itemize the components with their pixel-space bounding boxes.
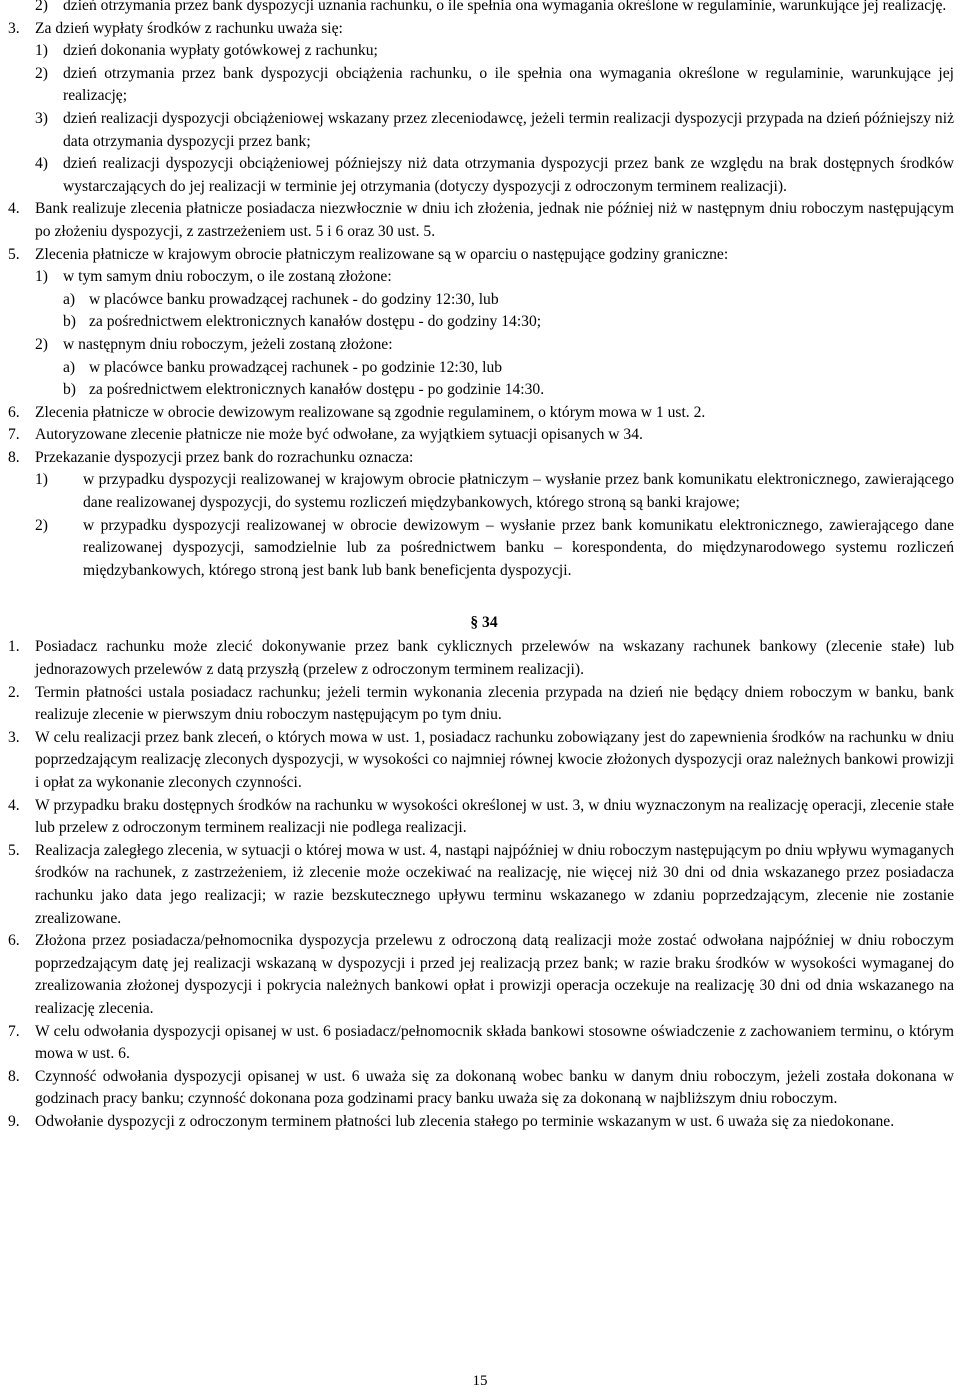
item-text: w tym samym dniu roboczym, o ile zostaną złożone:: [63, 268, 392, 286]
item-number: 4.: [8, 796, 20, 814]
item-text: Czynność odwołania dyspozycji opisanej w ust. 6 uważa się za dokonaną wobec banku w danym dniu roboczym, jeżeli została dokonana w godzinach pracy banku; czynność dokonana poza godzinami pracy banku uważa się za dokonaną w najbliższym dniu roboczym.: [35, 1067, 954, 1108]
item-text: w przypadku dyspozycji realizowanej w obrocie dewizowym – wysłanie przez bank komunikatu elektronicznego, zawierającego dane realizowanej dyspozycji, samodzielnie lub za pośrednictwem banku – korespondenta, do międzynarodowego systemu rozliczeń międzybankowych, którego stroną jest bank lub bank beneficjenta dyspozycji.: [83, 516, 954, 579]
item-number: 7.: [8, 1022, 20, 1040]
item-text: Bank realizuje zlecenia płatnicze posiadacza niezwłocznie w dniu ich złożenia, jednak nie później niż w następnym dniu roboczym następującym po złożeniu dyspozycji, z zastrzeżeniem ust. 5 i 6 oraz 30 ust. 5.: [35, 200, 954, 240]
list-item: [0, 402, 960, 425]
item-text: Autoryzowane zlecenie płatnicze nie może być odwołane, za wyjątkiem sytuacji opisanych w 34.: [35, 426, 643, 444]
item-text: W celu odwołania dyspozycji opisanej w ust. 6 posiadacz/pełnomocnik składa bankowi stosowne oświadczenie z zachowaniem terminu, o którym mowa w ust. 6.: [35, 1022, 954, 1063]
item-number: 6.: [8, 403, 20, 421]
list-item: [0, 469, 960, 514]
section-heading: [0, 612, 960, 636]
page-number: 15: [472, 1373, 488, 1389]
item-number: b): [63, 313, 76, 331]
item-text: dzień otrzymania przez bank dyspozycji uznania rachunku, o ile spełnia ona wymagania określone w regulaminie, warunkujące jej realizację.: [63, 0, 947, 14]
list-item: [0, 379, 960, 402]
item-text: dzień otrzymania przez bank dyspozycji obciążenia rachunku, o ile spełnia ona wymagania określone w regulaminie, warunkujące jej realizację;: [63, 64, 954, 105]
item-number: 2): [35, 64, 48, 82]
item-text: Przekazanie dyspozycji przez bank do rozrachunku oznacza:: [35, 448, 414, 466]
item-text: Realizacja zaległego zlecenia, w sytuacji o której mowa w ust. 4, nastąpi najpóźniej w dniu roboczym następującym po dniu wpływu wymaganych środków na rachunek, z zastrzeżeniem, iż zlecenie może oczekiwać na realizację, nie więcej niż 30 dni od dnia wskazanego przez posiadacza rachunku jako data jego realizacji; w razie bezskutecznego upływu terminu wskazanego w zdaniu poprzedzającym, zlecenie nie zostanie zrealizowane.: [35, 841, 954, 927]
list-item: [0, 447, 960, 470]
item-number: 4): [35, 155, 48, 173]
list-item: [0, 795, 960, 840]
list-item: [0, 1111, 960, 1134]
list-item: [0, 153, 960, 198]
item-number: 1): [35, 268, 48, 286]
list-item: [0, 334, 960, 357]
paragraph-list-top: [0, 0, 960, 582]
item-text: Odwołanie dyspozycji z odroczonym terminem płatności lub zlecenia stałego po terminie wskazanym w ust. 6 uważa się za niedokonane.: [35, 1112, 895, 1130]
item-number: 2): [35, 516, 48, 534]
list-item: [0, 266, 960, 289]
item-number: a): [63, 358, 76, 376]
item-text: Termin płatności ustala posiadacz rachunku; jeżeli termin wykonania zlecenia przypada na dzień nie będący dniem roboczym w banku, bank realizuje zlecenie w pierwszym dniu roboczym następującym po tym dniu.: [35, 683, 954, 724]
item-number: 1): [35, 471, 48, 489]
item-number: 2): [35, 335, 48, 353]
item-number: 2.: [8, 683, 20, 701]
item-number: 9.: [8, 1112, 20, 1130]
item-number: 4.: [8, 200, 20, 218]
list-item: [0, 108, 960, 153]
item-text: w następnym dniu roboczym, jeżeli zostaną złożone:: [63, 335, 393, 353]
paragraph-list-bottom: [0, 636, 960, 1133]
list-item: [0, 0, 960, 18]
item-number: 1.: [8, 638, 20, 656]
item-number: 3): [35, 109, 48, 127]
item-text: Zlecenia płatnicze w krajowym obrocie płatniczym realizowane są w oparciu o następujące godziny graniczne:: [35, 245, 729, 263]
item-text: Zlecenia płatnicze w obrocie dewizowym realizowane są zgodnie regulaminem, o którym mowa w 1 ust. 2.: [35, 403, 706, 421]
list-item: [0, 515, 960, 583]
list-item: [0, 840, 960, 930]
item-text: w placówce banku prowadzącej rachunek - do godziny 12:30, lub: [89, 290, 499, 308]
list-item: [0, 727, 960, 795]
list-item: [0, 18, 960, 41]
list-item: [0, 63, 960, 108]
list-item: [0, 244, 960, 267]
list-item: [0, 311, 960, 334]
item-number: 8.: [8, 448, 20, 466]
item-text: w przypadku dyspozycji realizowanej w krajowym obrocie płatniczym – wysłanie przez bank komunikatu elektronicznego, zawierającego dane realizowanej dyspozycji, do systemu rozliczeń międzybankowych, którego stroną są banki krajowe;: [83, 471, 954, 512]
section-gap: [0, 582, 960, 612]
item-number: a): [63, 290, 76, 308]
list-item: [0, 289, 960, 312]
item-number: b): [63, 381, 76, 399]
list-item: [0, 40, 960, 63]
item-text: dzień dokonania wypłaty gotówkowej z rachunku;: [63, 42, 378, 60]
item-text: za pośrednictwem elektronicznych kanałów dostępu - do godziny 14:30;: [89, 313, 542, 331]
list-item: [0, 930, 960, 1020]
item-text: Złożona przez posiadacza/pełnomocnika dyspozycja przelewu z odroczoną datą realizacji może zostać odwołana najpóźniej w dniu roboczym poprzedzającym datę jej realizacji wskazaną w dyspozycji i przed jej realizacją przez bank; w razie braku środków w wysokości wymaganej do zrealizowania złożonej dyspozycji i pokrycia należnych bankowi opłat i prowizji operacja oczekuje na realizację 30 dni od dnia wskazanego na realizację zlecenia.: [35, 932, 954, 1017]
item-text: W przypadku braku dostępnych środków na rachunku w wysokości określonej w ust. 3, w dniu wyznaczonym na realizację operacji, zlecenie stałe lub przelew z odroczonym terminem realizacji nie podlega realizacji.: [35, 796, 954, 837]
item-number: 3.: [8, 19, 20, 37]
list-item: [0, 1021, 960, 1066]
item-number: 2): [35, 0, 48, 14]
item-number: 3.: [8, 728, 20, 746]
item-text: dzień realizacji dyspozycji obciążeniowej wskazany przez zleceniodawcę, jeżeli termin realizacji dyspozycji przypada na dzień późniejszy niż data otrzymania dyspozycji przez bank;: [63, 109, 954, 150]
item-text: dzień realizacji dyspozycji obciążeniowej późniejszy niż data otrzymania dyspozycji przez bank ze względu na brak dostępnych środków wystarczających do jej realizacji w terminie jej otrzymania (dotyczy dyspozycji z odroczonym terminem realizacji).: [63, 155, 954, 195]
section-sign-icon: §: [470, 614, 483, 632]
list-item: [0, 198, 960, 243]
item-text: Posiadacz rachunku może zlecić dokonywanie przez bank cyklicznych przelewów na wskazany rachunek bankowy (zlecenie stałe) lub jednorazowych przelewów z datą przyszłą (przelew z odroczonym terminem realizacji).: [35, 638, 954, 679]
item-number: 6.: [8, 932, 20, 950]
item-text: za pośrednictwem elektronicznych kanałów dostępu - po godzinie 14:30.: [89, 381, 545, 399]
section-number: 34: [482, 614, 498, 632]
list-item: [0, 636, 960, 681]
item-number: 7.: [8, 426, 20, 444]
item-number: 5.: [8, 841, 20, 859]
item-text: w placówce banku prowadzącej rachunek - po godzinie 12:30, lub: [89, 358, 503, 376]
list-item: [0, 1066, 960, 1111]
item-number: 1): [35, 42, 48, 60]
list-item: [0, 424, 960, 447]
list-item: [0, 682, 960, 727]
item-text: Za dzień wypłaty środków z rachunku uważa się:: [35, 19, 343, 37]
item-text: W celu realizacji przez bank zleceń, o których mowa w ust. 1, posiadacz rachunku zobowiązany jest do zapewnienia środków na rachunku w dniu poprzedzającym realizację zleconych dyspozycji, w wysokości co najmniej równej kwocie złożonych dyspozycji oraz należnych bankowi prowizji i opłat za wykonanie zleconych czynności.: [35, 728, 954, 791]
item-number: 8.: [8, 1067, 20, 1085]
item-number: 5.: [8, 245, 20, 263]
list-item: [0, 357, 960, 380]
